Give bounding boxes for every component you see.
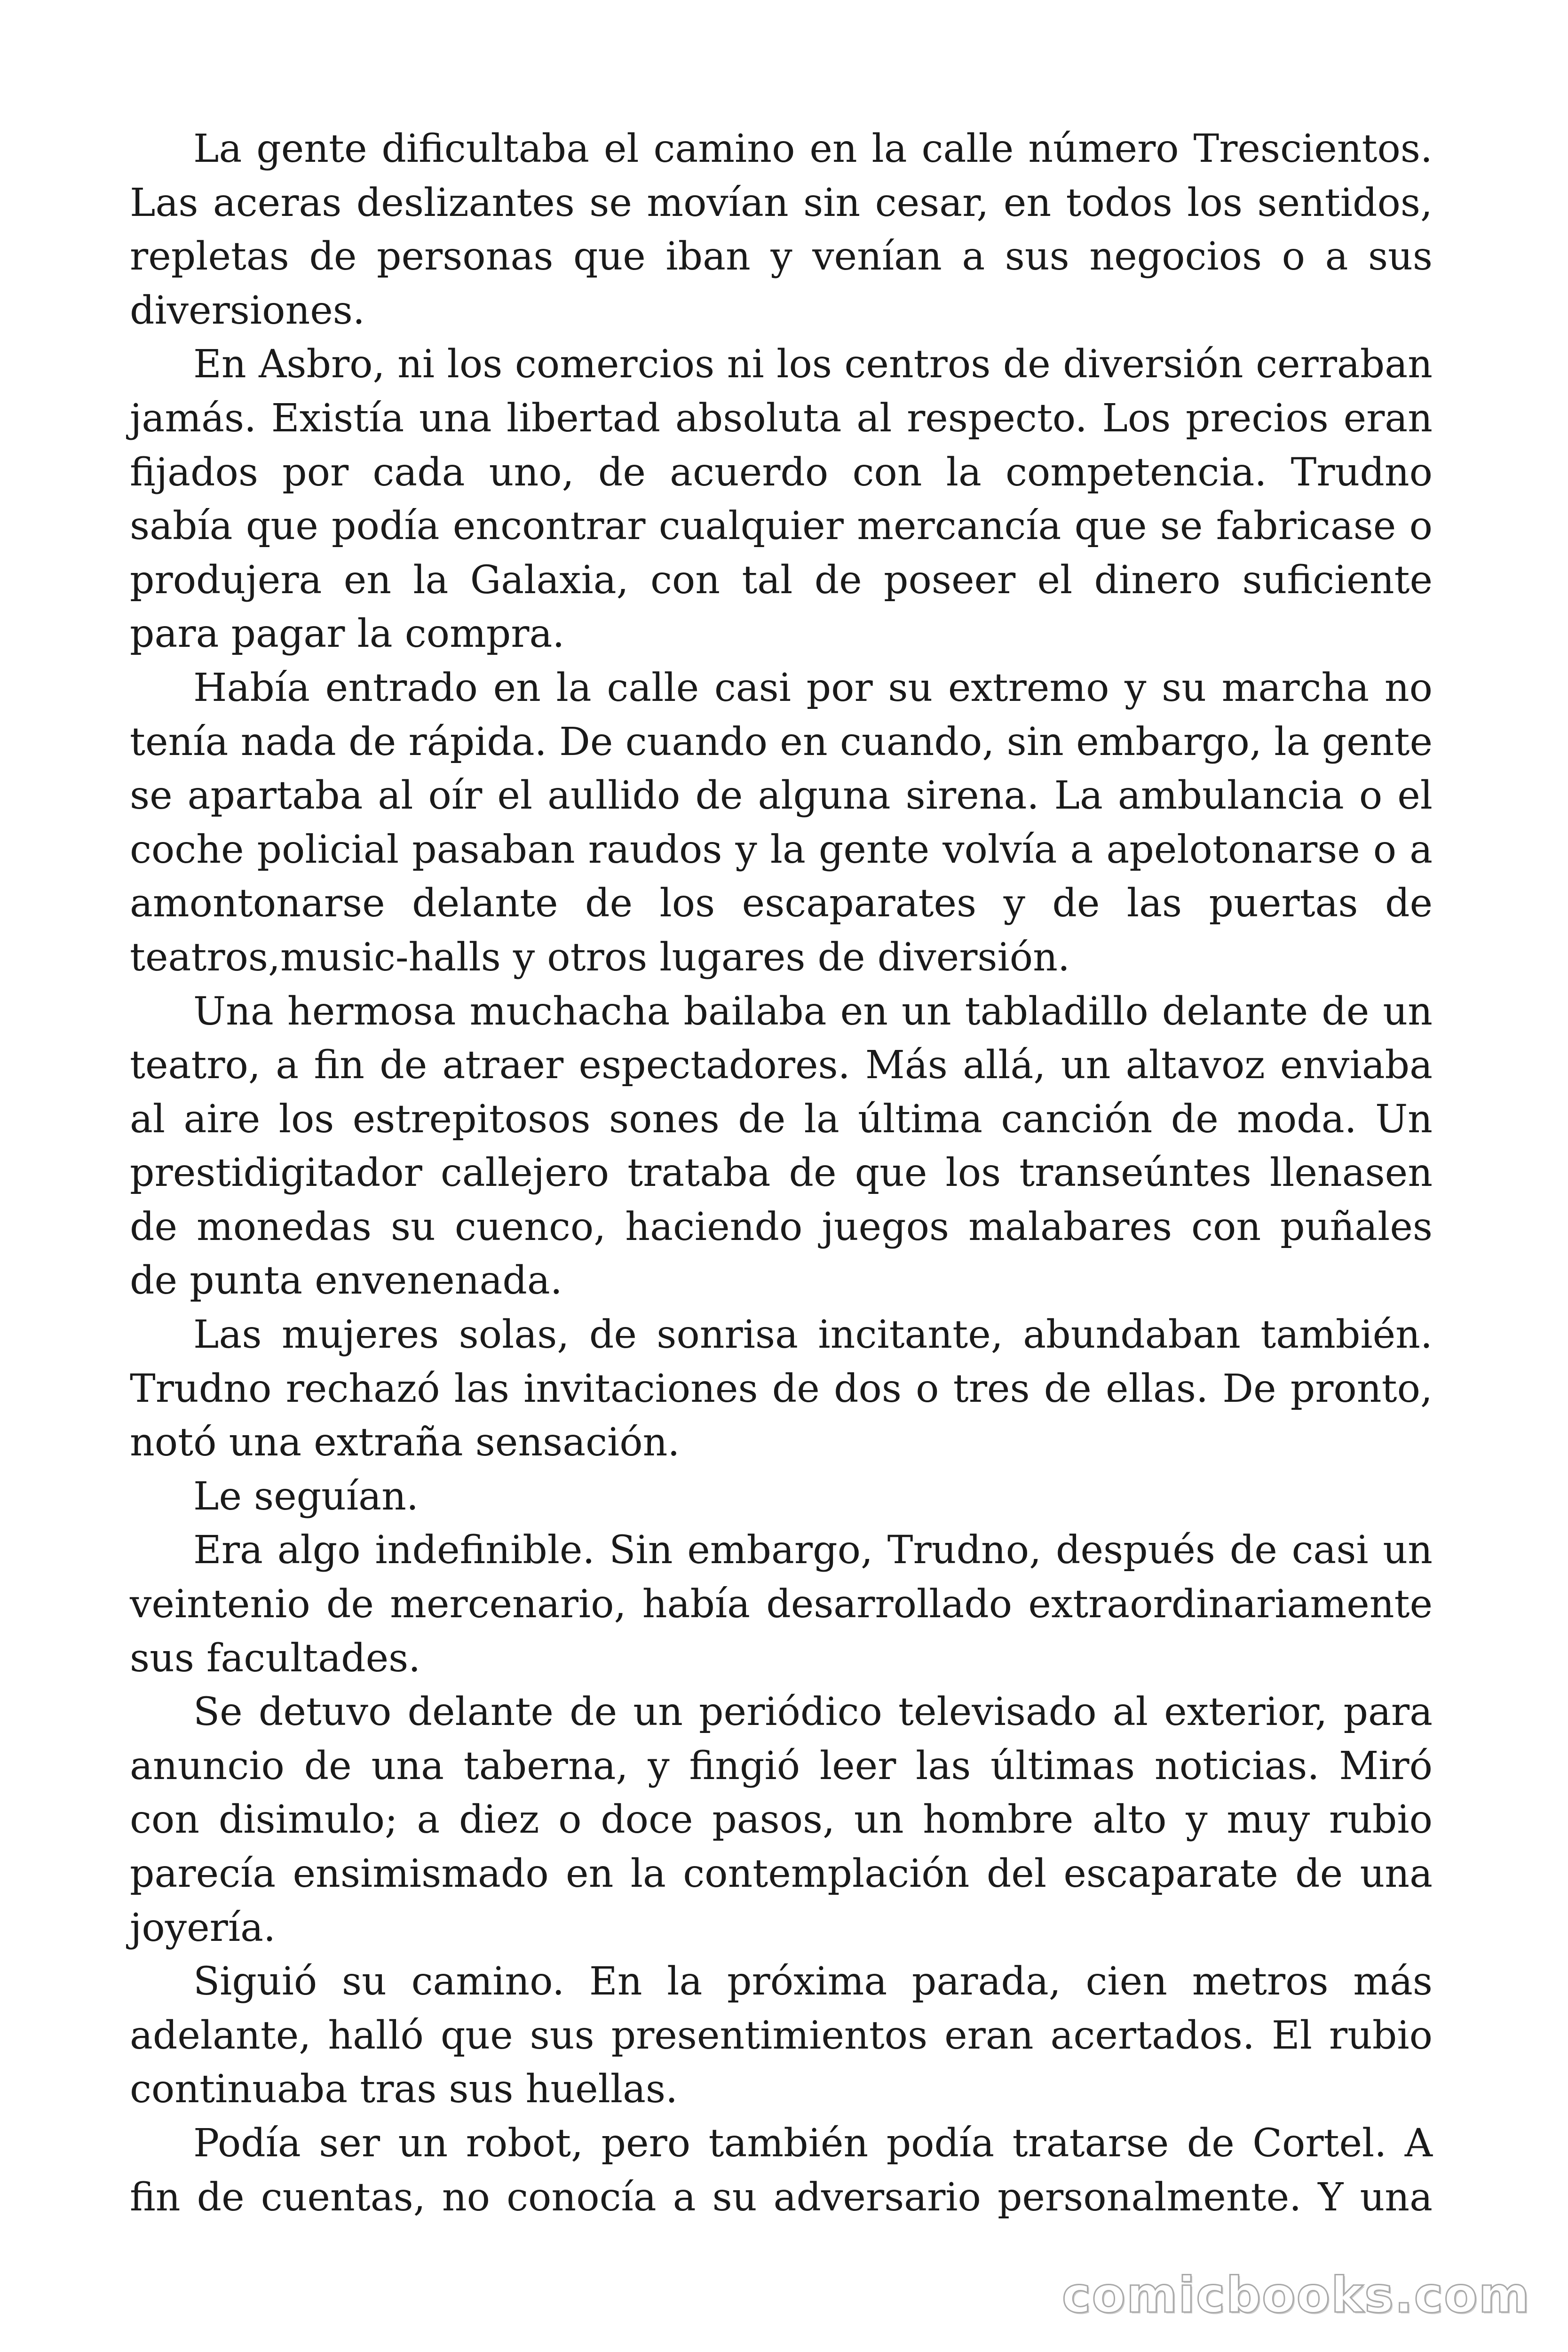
paragraph: Las mujeres solas, de sonrisa incitante, abundaban también. Trudno rechazó las invitaciones de dos o tres de ellas. De pronto, notó una extraña sensación. bbox=[130, 1312, 1433, 1465]
paragraph: Le seguían. bbox=[193, 1474, 419, 1519]
paragraph: Siguió su camino. En la próxima parada, cien metros más adelante, halló que sus presentimientos eran acertados. El rubio continuaba tras sus huellas. bbox=[130, 1959, 1433, 2112]
paragraph: Una hermosa muchacha bailaba en un tabladillo delante de un teatro, a fin de atraer espectadores. Más allá, un altavoz enviaba al aire los estrepitosos sones de la última canción de moda. Un prestidigitador callejero trataba de que los transeúntes llenasen de monedas su cuenco, haciendo juegos malabares con puñales de punta envenenada. bbox=[130, 989, 1433, 1303]
paragraph-last: Podía ser un robot, pero también podía tratarse de Cortel. A fin de cuentas, no conocía a su adversario personalmente. Y una bbox=[130, 2121, 1433, 2220]
paragraph: La gente dificultaba el camino en la calle número Trescientos. Las aceras deslizantes se movían sin cesar, en todos los sentidos, repletas de personas que iban y venían a sus negocios o a sus diversiones. bbox=[130, 127, 1433, 333]
body-text bbox=[130, 122, 1433, 2225]
watermark: comicbooks.com bbox=[1061, 2266, 1530, 2324]
paragraph: En Asbro, ni los comercios ni los centros de diversión cerraban jamás. Existía una libertad absoluta al respecto. Los precios eran fijados por cada uno, de acuerdo con la competencia. Trudno sabía que podía encontrar cualquier mercancía que se fabricase o produjera en la Galaxia, con tal de poseer el dinero suficiente para pagar la compra. bbox=[130, 342, 1433, 657]
paragraph: Había entrado en la calle casi por su extremo y su marcha no tenía nada de rápida. De cuando en cuando, sin embargo, la gente se apartaba al oír el aullido de alguna sirena. La ambulancia o el coche policial pasaban raudos y la gente volvía a apelotonarse o a amontonarse delante de los escaparates y de las puertas de teatros,music-halls y otros lugares de diversión. bbox=[130, 665, 1433, 980]
paragraph: Era algo indefinible. Sin embargo, Trudno, después de casi un veintenio de mercenario, había desarrollado extraordinariamente sus facultades. bbox=[130, 1528, 1433, 1681]
paragraph: Se detuvo delante de un periódico televisado al exterior, para anuncio de una taberna, y fingió leer las últimas noticias. Miró con disimulo; a diez o doce pasos, un hombre alto y muy rubio parecía ensimismado en la contemplación del escaparate de una joyería. bbox=[130, 1690, 1433, 1950]
